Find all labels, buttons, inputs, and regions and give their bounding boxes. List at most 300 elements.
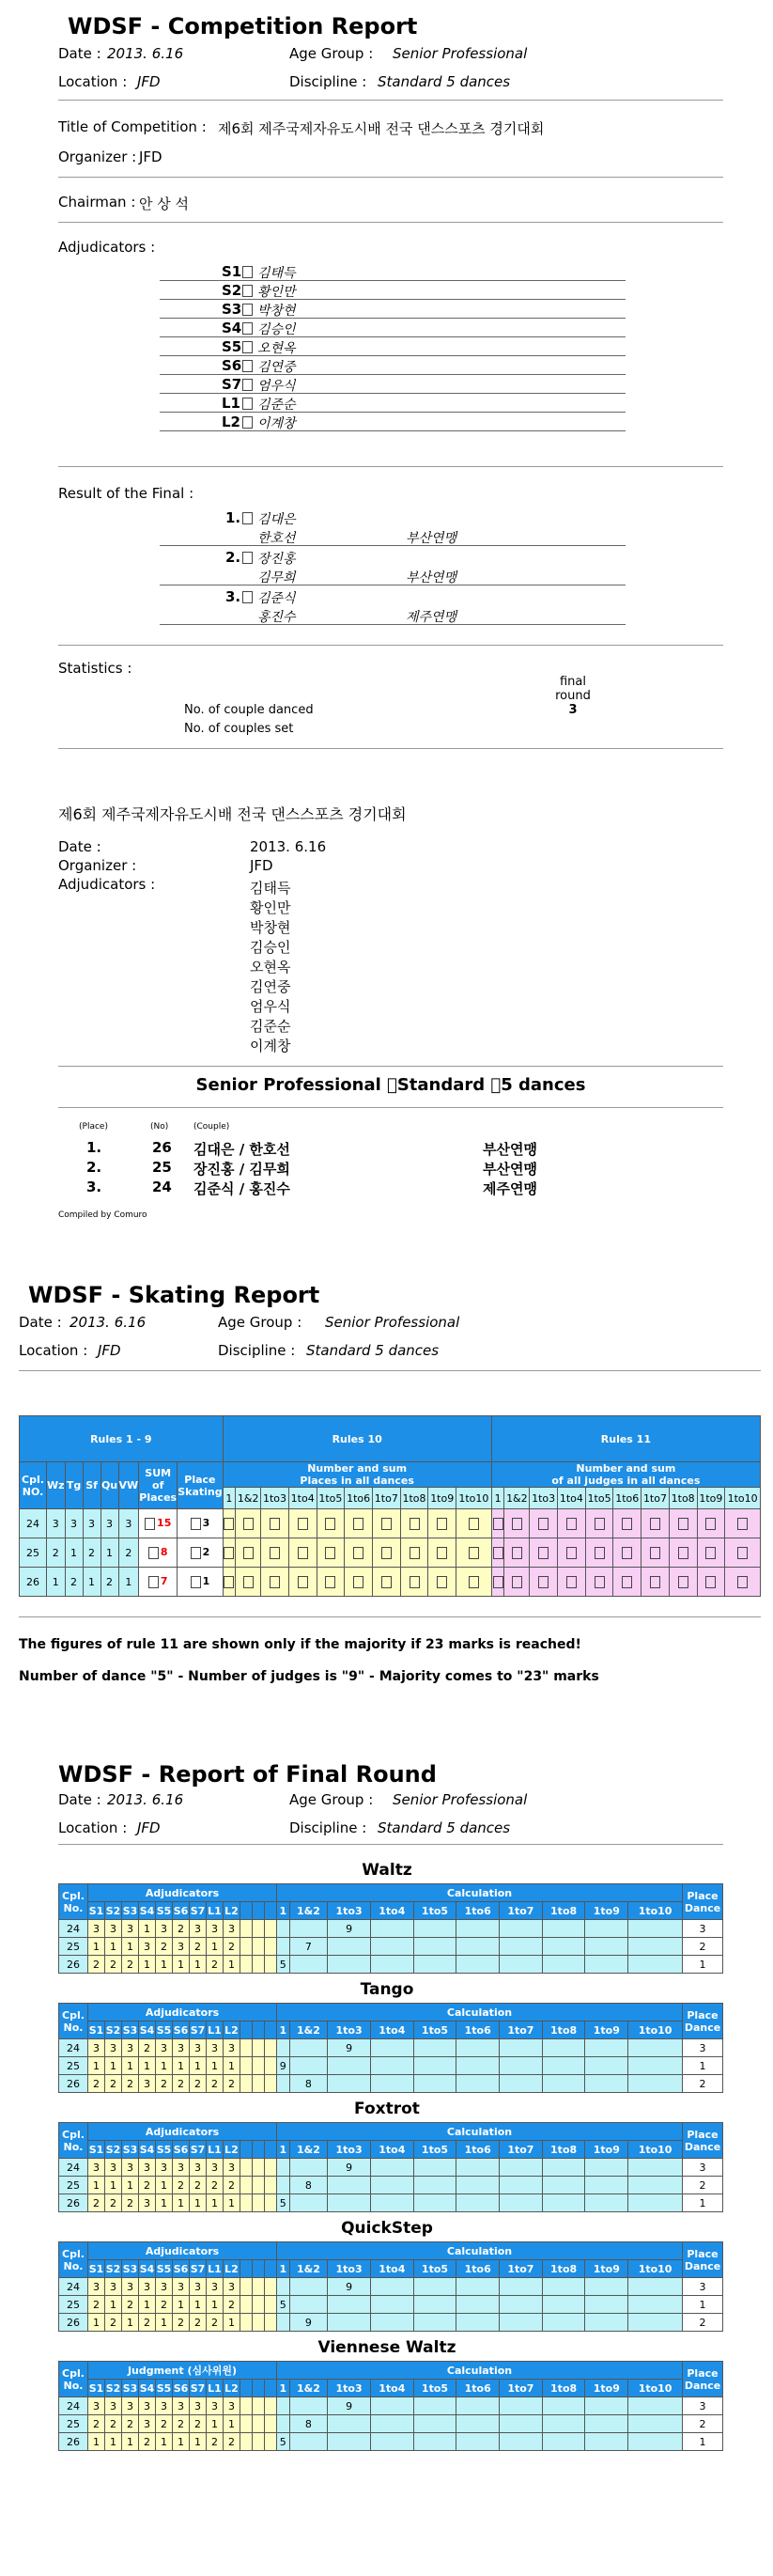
range-header: 1to10 — [628, 2260, 683, 2278]
judge-mark: 3 — [122, 2278, 139, 2296]
judge-code-header: S2 — [105, 2141, 122, 2159]
dance-header: Sf — [83, 1462, 100, 1509]
fr-discipline-label: Discipline : — [289, 1819, 367, 1836]
rules-11-sub — [491, 1462, 760, 1488]
couple-number: 24 — [59, 2278, 88, 2296]
calc-cell — [289, 2296, 328, 2314]
box-icon — [437, 1518, 447, 1530]
dance-place: 1 — [65, 1538, 83, 1568]
judge-code-header: S6 — [173, 2141, 190, 2159]
skating-note-1: The figures of rule 11 are shown only if the majority if 23 marks is reached! — [19, 1637, 581, 1652]
rule10-cell — [288, 1538, 317, 1568]
calc-cell — [500, 1956, 543, 1974]
judge-mark: 3 — [105, 2278, 122, 2296]
judge-code-header: L1 — [207, 1902, 224, 1920]
place-dance: 1 — [683, 2296, 723, 2314]
calc-cell — [585, 1920, 628, 1938]
judge-mark: 1 — [139, 1920, 156, 1938]
judge-mark: 1 — [224, 1956, 240, 1974]
box-icon — [270, 1518, 280, 1530]
range-header: 1to8 — [542, 2141, 585, 2159]
judge-mark: 3 — [139, 2075, 156, 2093]
judge-mark: 3 — [156, 2397, 173, 2415]
dance-place: 2 — [83, 1538, 100, 1568]
box-icon — [242, 415, 253, 429]
rule10-cell — [345, 1538, 373, 1568]
calc-cell — [585, 2278, 628, 2296]
range-header: 1&2 — [289, 2141, 328, 2159]
dance-header: Qu — [100, 1462, 118, 1509]
result-follower: 김무희 — [257, 570, 296, 585]
blank-judge-header — [240, 2260, 253, 2278]
rules-10-sub — [223, 1462, 491, 1488]
calc-cell — [628, 2177, 683, 2194]
judge-mark: 3 — [224, 2159, 240, 2177]
calc-cell — [500, 2415, 543, 2433]
blank-mark — [265, 1920, 277, 1938]
judge-mark: 1 — [156, 1956, 173, 1974]
calc-cell — [500, 2397, 543, 2415]
blank-mark — [240, 2314, 253, 2332]
calc-cell — [456, 1938, 500, 1956]
summary-date-label: Date : — [58, 838, 101, 855]
judge-mark: 3 — [105, 2039, 122, 2057]
blank-mark — [253, 2194, 265, 2212]
blank-mark — [253, 2177, 265, 2194]
sum-value: 8 — [160, 1546, 168, 1559]
calc-cell — [542, 2075, 585, 2093]
dance-place: 3 — [118, 1509, 139, 1538]
rule10-cell — [372, 1538, 400, 1568]
box-icon — [410, 1576, 420, 1588]
judge-code-header: S2 — [105, 2380, 122, 2397]
calc-cell — [628, 2039, 683, 2057]
calc-cell — [413, 2296, 456, 2314]
skating-title: WDSF - Skating Report — [28, 1282, 320, 1308]
couple-number: 24 — [59, 2159, 88, 2177]
judge-mark: 3 — [156, 2039, 173, 2057]
judge-mark: 3 — [224, 2397, 240, 2415]
rule11-cell — [491, 1509, 504, 1538]
judge-code-header: S1 — [88, 2380, 105, 2397]
calc-cell — [413, 2159, 456, 2177]
blank-judge-header — [265, 1902, 277, 1920]
rule10-cell — [456, 1568, 492, 1597]
blank-judge-header — [253, 2260, 265, 2278]
skating-age: Senior Professional — [325, 1314, 460, 1331]
dance-place: 1 — [100, 1538, 118, 1568]
calc-cell — [370, 1920, 413, 1938]
place-skating-header: Place Skating — [178, 1462, 223, 1509]
box-glyph — [242, 341, 253, 353]
calc-cell — [456, 1920, 500, 1938]
calc-cell — [328, 2433, 371, 2451]
dance-table-1 — [58, 2003, 723, 2093]
calc-cell — [542, 2039, 585, 2057]
place-dance: 1 — [683, 2433, 723, 2451]
calc-cell — [456, 2296, 500, 2314]
box-icon — [595, 1547, 605, 1559]
range-header: 1 — [277, 2141, 290, 2159]
calc-cell — [289, 2057, 328, 2075]
range-header: 1to7 — [500, 2380, 543, 2397]
judge-mark: 2 — [139, 2177, 156, 2194]
judge-code-header: S6 — [173, 1902, 190, 1920]
judge-mark: 2 — [88, 2075, 105, 2093]
calc-cell — [628, 1938, 683, 1956]
calc-cell — [500, 2278, 543, 2296]
result-leader: 장진홍 — [257, 552, 296, 567]
sum-cell — [139, 1538, 178, 1568]
summary-adjudicator: 김연중 — [250, 978, 291, 995]
title-of-competition: 제6회 제주국제자유도시배 전국 댄스스포츠 경기대회 — [218, 120, 545, 137]
box-icon — [493, 1547, 503, 1559]
couple-number: 25 — [59, 2415, 88, 2433]
rule10-cell — [261, 1509, 289, 1538]
range-header: 1to9 — [585, 1902, 628, 1920]
rule11-cell — [504, 1538, 530, 1568]
range-header-r11: 1to4 — [558, 1488, 586, 1509]
judge-mark: 1 — [105, 2433, 122, 2451]
adjudicator-code: S6 — [222, 357, 242, 374]
judge-mark: 3 — [207, 2159, 224, 2177]
couple-number: 24 — [59, 2397, 88, 2415]
adjudicator-name: 김연중 — [257, 360, 296, 375]
place-dance-header: Place Dance — [683, 1884, 723, 1920]
event-title: Senior Professional  Standard  5 dances — [195, 1075, 586, 1095]
couple-number: 24 — [20, 1509, 47, 1538]
range-header-r10: 1&2 — [236, 1488, 261, 1509]
final-round-title: WDSF - Report of Final Round — [58, 1761, 437, 1788]
range-header: 1to8 — [542, 1902, 585, 1920]
judge-mark: 2 — [173, 2177, 190, 2194]
range-header: 1to7 — [500, 1902, 543, 1920]
rule10-cell — [456, 1538, 492, 1568]
calc-cell — [542, 2278, 585, 2296]
blank-judge-header — [265, 2022, 277, 2039]
adjudicator-underline — [160, 412, 626, 413]
judge-code-header: S4 — [139, 2141, 156, 2159]
calculation-header: Calculation — [277, 2123, 683, 2141]
box-glyph — [242, 552, 253, 564]
rule10-cell — [288, 1568, 317, 1597]
blank-mark — [265, 2057, 277, 2075]
result-underline — [160, 545, 626, 546]
blank-mark — [240, 2278, 253, 2296]
calc-cell — [277, 2415, 290, 2433]
judge-mark: 2 — [224, 2433, 240, 2451]
rule10-cell — [372, 1568, 400, 1597]
range-header-r10: 1to8 — [400, 1488, 428, 1509]
judge-mark: 2 — [156, 2296, 173, 2314]
range-header-r10: 1 — [223, 1488, 236, 1509]
calc-cell — [456, 2075, 500, 2093]
adjudicator-name: 김승인 — [257, 322, 296, 337]
range-header: 1to5 — [413, 1902, 456, 1920]
sum-of-places-header: SUM of Places — [139, 1462, 178, 1509]
rule10-cell — [345, 1509, 373, 1538]
calc-cell — [500, 2177, 543, 2194]
dance-place: 3 — [83, 1509, 100, 1538]
judge-mark: 3 — [156, 1920, 173, 1938]
calc-cell — [542, 2397, 585, 2415]
calc-cell — [456, 2415, 500, 2433]
blank-mark — [265, 2159, 277, 2177]
calc-cell — [289, 2194, 328, 2212]
calc-cell — [542, 2194, 585, 2212]
place-cell — [178, 1509, 223, 1538]
adjudicators-header: Adjudicators — [88, 2123, 277, 2141]
range-header: 1to10 — [628, 2022, 683, 2039]
place-dance: 2 — [683, 2075, 723, 2093]
blank-mark — [240, 2159, 253, 2177]
blank-mark — [253, 2314, 265, 2332]
judge-mark: 2 — [207, 2314, 224, 2332]
box-icon — [737, 1547, 748, 1559]
adjudicator-code: L1 — [222, 395, 240, 412]
judge-mark: 2 — [105, 1956, 122, 1974]
summary-adjudicator: 엄우식 — [250, 998, 291, 1015]
dance-title: Foxtrot — [354, 2100, 420, 2118]
adjudicators-header: Judgment (심사위원) — [88, 2362, 277, 2380]
box-icon — [595, 1518, 605, 1530]
rule11-cell — [697, 1509, 725, 1538]
calc-cell: 9 — [328, 1920, 371, 1938]
calc-cell — [328, 1956, 371, 1974]
box-icon — [224, 1518, 234, 1530]
couples-danced-label: No. of couple danced — [184, 703, 314, 717]
blank-mark — [253, 1920, 265, 1938]
range-header: 1to9 — [585, 2380, 628, 2397]
box-icon — [243, 1518, 254, 1530]
calc-cell — [456, 2433, 500, 2451]
blank-mark — [253, 2433, 265, 2451]
box-icon — [242, 340, 253, 354]
place-dance: 3 — [683, 2278, 723, 2296]
rule11-cell — [613, 1568, 642, 1597]
judge-mark: 3 — [207, 1920, 224, 1938]
calc-cell — [289, 2278, 328, 2296]
result-place: 3. — [225, 588, 241, 605]
place-dance: 3 — [683, 2039, 723, 2057]
couple-number: 24 — [59, 1920, 88, 1938]
calc-cell — [370, 1938, 413, 1956]
box-icon — [270, 1547, 280, 1559]
box-icon — [650, 1576, 660, 1588]
calc-cell: 9 — [277, 2057, 290, 2075]
box-icon — [410, 1518, 420, 1530]
rule11-cell — [613, 1509, 642, 1538]
table-row — [59, 1938, 723, 1956]
adjudicator-underline — [160, 430, 626, 431]
calc-cell: 8 — [289, 2415, 328, 2433]
box-icon — [410, 1547, 420, 1559]
judge-mark: 2 — [207, 1956, 224, 1974]
rule10-cell — [456, 1509, 492, 1538]
judge-mark: 2 — [224, 2177, 240, 2194]
table-row — [59, 2296, 723, 2314]
summary-couple: 김준식 / 홍진수 — [193, 1180, 290, 1197]
judge-mark: 1 — [88, 2057, 105, 2075]
box-icon — [242, 265, 253, 279]
rule10-cell — [317, 1568, 345, 1597]
box-glyph — [242, 591, 253, 603]
couple-number: 25 — [59, 2057, 88, 2075]
calc-cell — [370, 2075, 413, 2093]
calc-cell — [456, 1956, 500, 1974]
judge-mark: 3 — [207, 2039, 224, 2057]
judge-code-header: S5 — [156, 2022, 173, 2039]
adjudicator-underline — [160, 374, 626, 375]
box-icon — [298, 1518, 308, 1530]
age-group-value: Senior Professional — [393, 45, 528, 62]
calc-cell — [585, 2194, 628, 2212]
rule10-cell — [428, 1509, 456, 1538]
box-icon — [270, 1576, 280, 1588]
couple-number: 26 — [59, 1956, 88, 1974]
skating-location-label: Location : — [19, 1342, 88, 1359]
calc-cell — [585, 2039, 628, 2057]
table-row — [59, 2242, 723, 2260]
judge-code-header: S3 — [122, 2141, 139, 2159]
rule10-cell — [345, 1568, 373, 1597]
judge-mark: 3 — [190, 1920, 207, 1938]
blank-mark — [265, 2194, 277, 2212]
dance-place: 1 — [118, 1568, 139, 1597]
judge-mark: 2 — [122, 2415, 139, 2433]
col-couple: (Couple) — [193, 1122, 230, 1132]
place-cell — [178, 1538, 223, 1568]
calc-cell — [370, 2278, 413, 2296]
rule11-cell — [725, 1509, 761, 1538]
adjudicator-name: 김태득 — [257, 266, 296, 281]
dance-header: VW — [118, 1462, 139, 1509]
calc-cell — [542, 1938, 585, 1956]
judge-mark: 1 — [156, 2433, 173, 2451]
summary-club: 제주연맹 — [483, 1180, 537, 1197]
judge-mark: 2 — [207, 2177, 224, 2194]
box-icon — [437, 1547, 447, 1559]
calc-cell — [628, 2159, 683, 2177]
box-icon — [242, 511, 253, 525]
calc-cell — [628, 2194, 683, 2212]
range-header-r11: 1to8 — [669, 1488, 697, 1509]
fr-location: JFD — [137, 1819, 161, 1836]
calc-cell — [277, 2039, 290, 2057]
table-row — [59, 2004, 723, 2022]
dance-place: 3 — [47, 1509, 66, 1538]
box-icon — [622, 1518, 632, 1530]
dance-place: 3 — [65, 1509, 83, 1538]
judge-code-header: S1 — [88, 2022, 105, 2039]
blank-judge-header — [240, 2380, 253, 2397]
skating-discipline-label: Discipline : — [218, 1342, 296, 1359]
box-icon — [705, 1518, 716, 1530]
range-header: 1to6 — [456, 1902, 500, 1920]
calc-cell — [500, 2194, 543, 2212]
blank-mark — [265, 2177, 277, 2194]
judge-mark: 3 — [173, 1938, 190, 1956]
range-header: 1to7 — [500, 2260, 543, 2278]
chairman-label: Chairman : — [58, 194, 136, 211]
report-title: WDSF - Competition Report — [68, 13, 418, 39]
rules-11-sub1: Number and sum — [576, 1462, 676, 1475]
box-icon — [381, 1576, 392, 1588]
table-row — [20, 1416, 761, 1462]
judge-mark: 1 — [105, 2057, 122, 2075]
range-header: 1to6 — [456, 2380, 500, 2397]
judge-mark: 3 — [224, 2039, 240, 2057]
judge-mark: 1 — [207, 2296, 224, 2314]
judge-mark: 3 — [173, 2159, 190, 2177]
judge-mark: 3 — [173, 2278, 190, 2296]
box-icon — [678, 1518, 688, 1530]
calc-cell — [413, 2057, 456, 2075]
box-icon — [224, 1547, 234, 1559]
range-header-r10: 1to10 — [456, 1488, 492, 1509]
place-dance-header: Place Dance — [683, 2004, 723, 2039]
summary-competition-title: 제6회 제주국제자유도시배 전국 댄스스포츠 경기대회 — [58, 805, 407, 823]
couple-number: 25 — [59, 2296, 88, 2314]
calc-cell — [500, 2159, 543, 2177]
judge-code-header: S7 — [190, 2380, 207, 2397]
cpl-no-header: Cpl. No. — [59, 2242, 88, 2278]
table-row — [59, 1884, 723, 1902]
calc-cell — [628, 1956, 683, 1974]
box-glyph — [242, 266, 253, 278]
blank-mark — [253, 2278, 265, 2296]
judge-code-header: S5 — [156, 2260, 173, 2278]
box-icon — [353, 1518, 363, 1530]
calc-cell — [585, 1956, 628, 1974]
box-icon — [469, 1518, 479, 1530]
rule11-cell — [491, 1568, 504, 1597]
location-value: JFD — [137, 73, 161, 90]
judge-code-header: S1 — [88, 2260, 105, 2278]
calc-cell: 5 — [277, 2433, 290, 2451]
box-icon — [148, 1576, 159, 1588]
rule10-cell — [317, 1509, 345, 1538]
rules-11-sub2: of all judges in all dances — [551, 1475, 701, 1487]
blank-judge-header — [240, 2022, 253, 2039]
place-dance: 2 — [683, 1938, 723, 1956]
judge-mark: 2 — [207, 2433, 224, 2451]
box-icon — [242, 378, 253, 392]
rules-10-header: Rules 10 — [223, 1416, 491, 1462]
judge-mark: 1 — [122, 2314, 139, 2332]
rule11-cell — [504, 1568, 530, 1597]
calc-cell — [328, 2075, 371, 2093]
rule10-cell — [400, 1509, 428, 1538]
box-icon — [381, 1547, 392, 1559]
calc-cell: 7 — [289, 1938, 328, 1956]
calc-cell — [370, 2296, 413, 2314]
summary-adjudicator: 이계창 — [250, 1038, 291, 1054]
cpl-no-header: Cpl. No. — [59, 1884, 88, 1920]
judge-mark: 2 — [88, 2296, 105, 2314]
blank-mark — [253, 2075, 265, 2093]
judge-mark: 3 — [190, 2039, 207, 2057]
calc-cell — [542, 2296, 585, 2314]
range-header: 1to9 — [585, 2260, 628, 2278]
compiled-by: Compiled by Comuro — [58, 1210, 147, 1220]
discipline-value: Standard 5 dances — [378, 73, 511, 90]
rule10-cell — [317, 1538, 345, 1568]
calc-cell — [500, 2296, 543, 2314]
place-cell — [178, 1568, 223, 1597]
judge-code-header: L2 — [224, 2260, 240, 2278]
judge-code-header: S4 — [139, 2022, 156, 2039]
